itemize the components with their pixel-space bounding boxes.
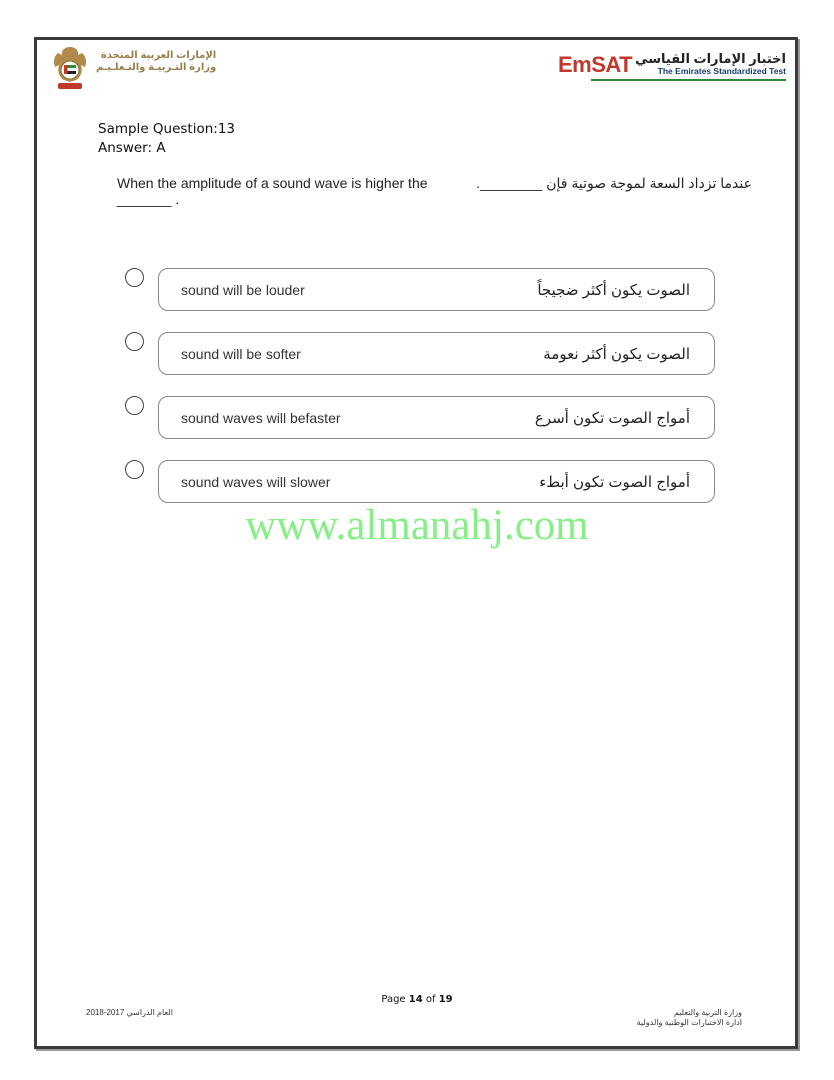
option-c [122, 396, 716, 440]
page-current: 14 [408, 994, 423, 1005]
page-number [0, 994, 834, 1005]
page-total: 19 [438, 994, 453, 1005]
question-label: Sample Question:13 [98, 121, 236, 137]
option-a-english: sound will be louder [181, 282, 305, 298]
question-text-english: When the amplitude of a sound wave is higher the _______ . [117, 175, 428, 207]
option-d [122, 460, 716, 504]
ministry-line-1: الإمارات العربية المتحدة [100, 50, 217, 61]
answer-label: Answer: A [98, 140, 166, 156]
option-a-box[interactable] [158, 268, 715, 311]
footer-academic-year: العام الدراسي 2017-2018 [86, 1008, 173, 1017]
option-a-radio[interactable] [125, 268, 144, 287]
option-b [122, 332, 716, 376]
watermark: www.almanahj.com [245, 502, 589, 549]
option-a [122, 268, 716, 312]
header-rule [591, 79, 786, 81]
footer-ministry [637, 1008, 742, 1028]
footer-ministry-line-1: وزارة التربية والتعليم [673, 1008, 742, 1017]
option-c-radio[interactable] [125, 396, 144, 415]
option-d-arabic: أمواج الصوت تكون أبطء [539, 474, 690, 491]
option-c-arabic: أمواج الصوت تكون أسرع [534, 410, 690, 427]
page-of: of [425, 994, 436, 1005]
option-c-box[interactable] [158, 396, 715, 439]
uae-emblem-icon [50, 44, 90, 92]
ministry-name-arabic [96, 50, 216, 74]
emsat-wordmark: EmSAT [557, 52, 633, 77]
option-a-arabic: الصوت يكون أكثر ضجيجاً [537, 282, 690, 299]
option-b-box[interactable] [158, 332, 715, 375]
page-word: Page [381, 994, 406, 1005]
option-d-box[interactable] [158, 460, 715, 503]
question-text-arabic: عندما تزداد السعة لموجة صوتية فإن ________. [476, 175, 752, 191]
emsat-english-title: The Emirates Standardized Test [657, 66, 786, 76]
emsat-arabic-title: اختبار الإمارات القياسي [635, 51, 786, 66]
option-c-english: sound waves will befaster [181, 410, 341, 426]
option-b-radio[interactable] [125, 332, 144, 351]
ministry-line-2: وزارة التـربيـة والتـعلـيـم [96, 62, 217, 73]
option-b-english: sound will be softer [181, 346, 301, 362]
emsat-logo [558, 52, 786, 76]
option-d-radio[interactable] [125, 460, 144, 479]
option-b-arabic: الصوت يكون أكثر نعومة [543, 346, 690, 363]
footer-ministry-line-2: ادارة الاختبارات الوطنية والدولية [636, 1018, 742, 1027]
question-meta [98, 120, 235, 158]
option-d-english: sound waves will slower [181, 474, 331, 490]
